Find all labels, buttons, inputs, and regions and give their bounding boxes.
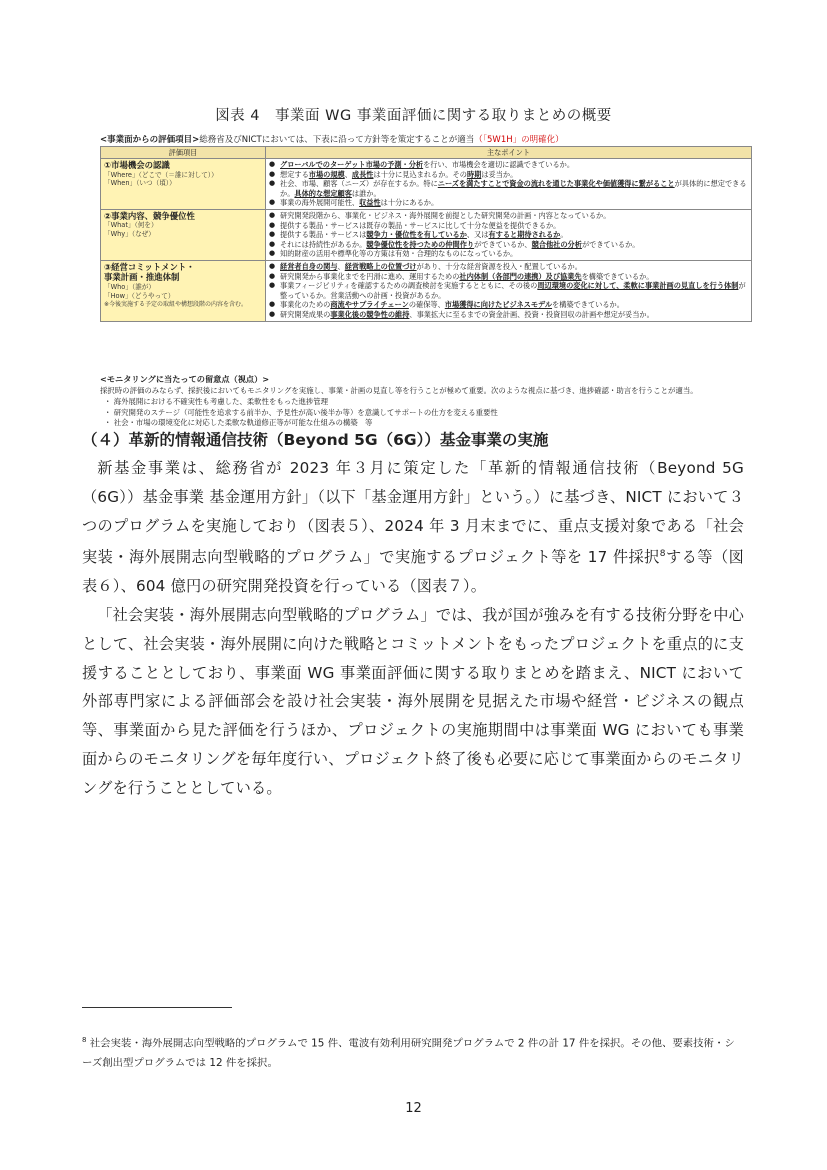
category-cell bbox=[101, 159, 266, 210]
evaluation-box-header-text: 総務省及びNICTにおいては、下表に沿って方針等を策定することが適当 bbox=[199, 135, 475, 145]
evaluation-box-header bbox=[100, 133, 564, 145]
table-row bbox=[101, 260, 752, 321]
page-number: 12 bbox=[405, 1101, 422, 1116]
point-emphasis: 経営者自身の関与 bbox=[280, 261, 338, 271]
points-cell bbox=[266, 159, 752, 210]
list-item bbox=[269, 310, 748, 320]
point-text: は誰か。 bbox=[351, 188, 381, 198]
category-title: ②事業内容、競争優位性 bbox=[104, 210, 195, 221]
point-emphasis: 競争優位性を持つための仲間作り bbox=[366, 239, 475, 249]
section-title: （４）革新的情報通信技術（Beyond 5G（6G））基金事業の実施 bbox=[82, 431, 549, 449]
paragraph-text: する等（図表６）、604 億円の研究開発投資を行っている（図表７）。 bbox=[82, 548, 745, 596]
category-sub: 「Why」（なぜ） bbox=[104, 230, 155, 239]
figure-title: 図表 4 事業面 WG 事業面評価に関する取りまとめの概要 bbox=[215, 108, 612, 124]
table-row bbox=[101, 209, 752, 260]
point-text: の確保等、 bbox=[408, 300, 445, 310]
point-text: 提供する製品・サービスは既存の製品・サービスに比して十分な便益を提供できるか。 bbox=[280, 220, 561, 230]
point-emphasis: グローバルでのターゲット市場の予測・分析 bbox=[280, 160, 424, 169]
paragraph: 「社会実装・海外展開志向型戦略的プログラム」では、我が国が強みを有する技術分野を中心として、社会実装・海外展開に向けた戦略とコミットメントをもったプロジェクトを重点的に支援することとしており、事業面 WG 事業面評価に関する取りまとめを踏まえ、NICT において外部専門家による評価部会を設け社会実装・海外展開を見据えた市場や経営・ビジネスの観点等、事業面から見た評価を行うほか、プロジェクトの実施期間中は事業面 WG においても事業面からのモニタリングを毎年度行い、プロジェクト終了後も必要に応じて事業面からのモニタリングを行うこととしている。 bbox=[82, 606, 744, 797]
col-header-item: 評価項目 bbox=[101, 147, 266, 159]
evaluation-table bbox=[100, 146, 752, 322]
point-emphasis: 市場の規模 bbox=[308, 169, 345, 179]
point-text: があり、十分な経営資源を投入・配置しているか。 bbox=[416, 261, 582, 271]
point-emphasis: 具体的な想定顧客 bbox=[294, 188, 352, 198]
point-text: 事業化のための bbox=[280, 300, 331, 310]
col-header-points: 主なポイント bbox=[266, 147, 752, 159]
category-sub: 「How」（どうやって） bbox=[104, 291, 175, 300]
point-text: 、 bbox=[344, 169, 352, 179]
point-text: が具体的に想定できるか。 bbox=[280, 179, 747, 198]
point-emphasis: 時期 bbox=[466, 169, 482, 179]
table-row bbox=[101, 159, 752, 210]
list-item bbox=[269, 211, 748, 221]
category-cell bbox=[101, 260, 266, 321]
footnote-text: 社会実装・海外展開志向型戦略的プログラムで 15 件、電波有効利用研究開発プログラムで 2 件の計 17 件を採択。その他、要素技術・シーズ創出型プログラムでは 12 件を採択。 bbox=[82, 1037, 735, 1070]
point-text: 研究開発段階から、事業化・ビジネス・海外展開を前提とした研究開発の計画・内容となっているか。 bbox=[280, 210, 611, 220]
point-text: 提供する製品・サービスは bbox=[280, 230, 367, 240]
point-emphasis: ニーズを満たすことで資金の流れを通じた事業化や価値獲得に繋がること bbox=[437, 179, 675, 189]
monitoring-lead: 採択時の評価のみならず、採択後においてもモニタリングを実施し、事業・計画の見直し等を行うことが極めて重要。次のような視点に基づき、進捗確認・助言を行うことが適当。 bbox=[100, 386, 698, 395]
point-text: 事業の海外展開可能性、 bbox=[280, 198, 360, 208]
point-emphasis: 周辺環境の変化に対して、柔軟に事業計画の見直しを行う体制 bbox=[537, 281, 739, 291]
point-text: 研究開発成果の bbox=[280, 309, 331, 319]
point-text: 、事業拡大に至るまでの資金計画、投資・投資回収の計画や想定が妥当か。 bbox=[409, 309, 654, 319]
list-item bbox=[269, 240, 748, 250]
footnote-mark: 8 bbox=[82, 1036, 87, 1044]
point-text: を行い、市場機会を適切に認識できているか。 bbox=[423, 160, 575, 169]
point-text: を構築できているか。 bbox=[552, 300, 624, 310]
point-emphasis: 社内体制（各部門の連携）及び協業先 bbox=[459, 271, 582, 281]
point-emphasis: 事業化後の競争性の維持 bbox=[330, 309, 410, 319]
list-item bbox=[269, 179, 748, 198]
list-item: ・ 海外展開における不確実性も考慮した、柔軟性をもった進捗管理 bbox=[104, 397, 329, 406]
point-emphasis: 競合他社の分析 bbox=[531, 239, 582, 249]
point-text: 事業フィージビリティを確認するための調査検討を実施するとともに、その後の bbox=[280, 281, 538, 291]
point-text: は十分に見込まれるか。その bbox=[373, 169, 467, 179]
point-text: 研究開発から事業化までを円滑に進め、運用するための bbox=[280, 271, 460, 281]
body-text bbox=[82, 454, 744, 803]
paragraph bbox=[82, 454, 744, 601]
point-text: ができているか、 bbox=[474, 239, 532, 249]
point-emphasis: 成長性 bbox=[351, 169, 374, 179]
list-item bbox=[269, 230, 748, 240]
evaluation-box-header-bold: <事業面からの評価項目> bbox=[100, 135, 200, 145]
point-text: 。 bbox=[560, 230, 568, 240]
point-emphasis: 収益性 bbox=[359, 198, 381, 208]
footnote bbox=[82, 1030, 744, 1073]
list-item bbox=[269, 170, 748, 180]
list-item: ・ 社会・市場の環境変化に対応した柔軟な軌道修正等が可能な仕組みの構築 等 bbox=[104, 418, 373, 428]
monitoring-title: <モニタリングに当たっての留意点（視点）> bbox=[100, 374, 270, 384]
point-text: は妥当か。 bbox=[481, 169, 518, 179]
point-text: は十分にあるか。 bbox=[380, 198, 439, 208]
footnote-divider bbox=[82, 1007, 232, 1008]
point-emphasis: 市場獲得に向けたビジネスモデル bbox=[444, 300, 553, 310]
point-text: を構築できているか。 bbox=[581, 271, 654, 281]
category-note: ※今後実施する予定の取組や構想段階の内容を含む。 bbox=[104, 300, 248, 308]
point-text: 知的財産の活用や標準化等の方策は有効・合理的なものになっているか。 bbox=[280, 249, 518, 259]
points-cell bbox=[266, 260, 752, 321]
point-emphasis: 有すると期待されるか bbox=[488, 230, 561, 240]
point-text: 、又は bbox=[466, 230, 489, 240]
point-text: 、 bbox=[337, 261, 345, 271]
category-cell bbox=[101, 209, 266, 260]
list-item bbox=[269, 262, 748, 272]
category-title: ①市場機会の認識 bbox=[104, 160, 170, 170]
point-emphasis: 経営戦略上の位置づけ bbox=[344, 261, 417, 271]
point-text: ができているか。 bbox=[581, 239, 640, 249]
category-sub: 「Who」（誰が） bbox=[104, 282, 155, 291]
monitoring-list bbox=[104, 397, 498, 429]
paragraph-text: 新基金事業は、総務省が 2023 年３月に策定した「革新的情報通信技術（Beyond 5G（6G））基金事業 基金運用方針」（以下「基金運用方針」という。）に基づき、NICT において３つのプログラムを実施しており（図表５）、2024 年 3 月末までに、重点支援対象である「社会実装・海外展開志向型戦略的プログラム」で実施するプロジェクト等を 17 件採択 bbox=[82, 459, 744, 567]
list-item bbox=[269, 221, 748, 231]
point-text: それには持続性があるか。 bbox=[280, 239, 367, 249]
list-item bbox=[269, 198, 748, 208]
points-cell bbox=[266, 209, 752, 260]
point-text: 想定する bbox=[280, 169, 309, 179]
category-sub: 「Where」（どこで（＝誰に対して）） bbox=[104, 170, 218, 179]
point-text: が整っているか。営業活動への計画・投資があるか。 bbox=[280, 281, 746, 300]
category-sub: 「When」（いつ（頃）） bbox=[104, 179, 176, 188]
list-item bbox=[269, 160, 748, 170]
point-text: 社会、市場、顧客（ニーズ）が存在するか。特に bbox=[280, 179, 438, 189]
list-item bbox=[269, 300, 748, 310]
category-title: ③経営コミットメント・ 事業計画・推進体制 bbox=[104, 261, 195, 283]
list-item bbox=[269, 281, 748, 300]
point-emphasis: 競争力・優位性を有しているか bbox=[366, 230, 467, 240]
category-sub: 「What」（何を） bbox=[104, 221, 158, 230]
list-item: ・ 研究開発のステージ（可能性を追求する前半か、予見性が高い後半か等）を意識してサポートの仕方を変える重要性 bbox=[104, 407, 498, 417]
list-item bbox=[269, 249, 748, 259]
evaluation-box-header-red: （「5W1H」の明確化） bbox=[474, 135, 564, 145]
table-header-row bbox=[101, 147, 752, 159]
list-item bbox=[269, 272, 748, 282]
footnote-ref[interactable]: 8 bbox=[659, 549, 666, 560]
point-emphasis: 商流やサプライチェーン bbox=[330, 300, 409, 310]
